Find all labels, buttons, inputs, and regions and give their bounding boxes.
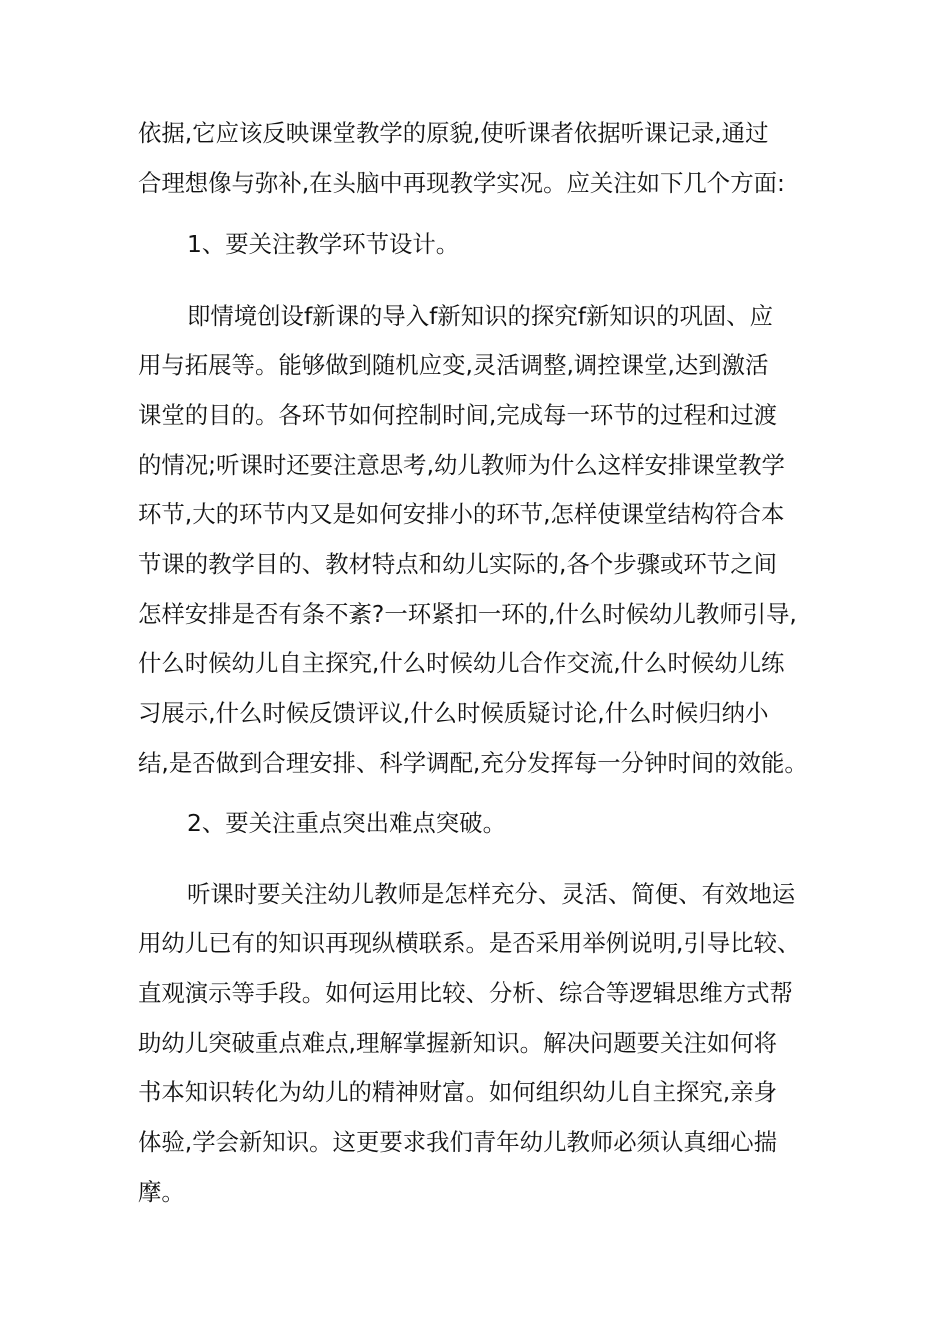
text-line: 课堂的目的。各环节如何控制时间,完成每一环节的过程和过渡 — [138, 401, 777, 429]
text-line: 摩。 — [138, 1178, 185, 1206]
text-line: 用幼儿已有的知识再现纵横联系。是否采用举例说明,引导比较、 — [138, 929, 801, 957]
text-line: 节课的教学目的、教材特点和幼儿实际的,各个步骤或环节之间 — [138, 550, 777, 578]
text-line: 结,是否做到合理安排、科学调配,充分发挥每一分钟时间的效能。 — [138, 749, 808, 777]
text-line: 直观演示等手段。如何运用比较、分析、综合等逻辑思维方式帮 — [138, 979, 793, 1007]
text-line: 合理想像与弥补,在头脑中再现教学实况。应关注如下几个方面: — [138, 169, 785, 197]
text-line: 助幼儿突破重点难点,理解掌握新知识。解决问题要关注如何将 — [138, 1029, 777, 1057]
text-line: 听课时要关注幼儿教师是怎样充分、灵活、简便、有效地运 — [187, 880, 796, 908]
text-line: 书本知识转化为幼儿的精神财富。如何组织幼儿自主探究,亲身 — [138, 1078, 777, 1106]
text-line: 即情境创设f新课的导入f新知识的探究f新知识的巩固、应 — [187, 302, 774, 330]
text-line: 什么时候幼儿自主探究,什么时候幼儿合作交流,什么时候幼儿练 — [138, 649, 785, 677]
text-line: 怎样安排是否有条不紊?一环紧扣一环的,什么时候幼儿教师引导, — [138, 600, 797, 628]
text-line: 环节,大的环节内又是如何安排小的环节,怎样使课堂结构符合本 — [138, 500, 785, 528]
text-line: 体验,学会新知识。这更要求我们青年幼儿教师必须认真细心揣 — [138, 1128, 777, 1156]
text-line: 的情况;听课时还要注意思考,幼儿教师为什么这样安排课堂教学 — [138, 451, 785, 479]
section-heading-2: 2、要关注重点突出难点突破。 — [187, 809, 506, 837]
text-line: 习展示,什么时候反馈评议,什么时候质疑讨论,什么时候归纳小 — [138, 699, 769, 727]
text-line: 依据,它应该反映课堂教学的原貌,使听课者依据听课记录,通过 — [138, 119, 769, 147]
text-line: 用与拓展等。能够做到随机应变,灵活调整,调控课堂,达到激活 — [138, 351, 769, 379]
section-heading-1: 1、要关注教学环节设计。 — [187, 230, 460, 258]
